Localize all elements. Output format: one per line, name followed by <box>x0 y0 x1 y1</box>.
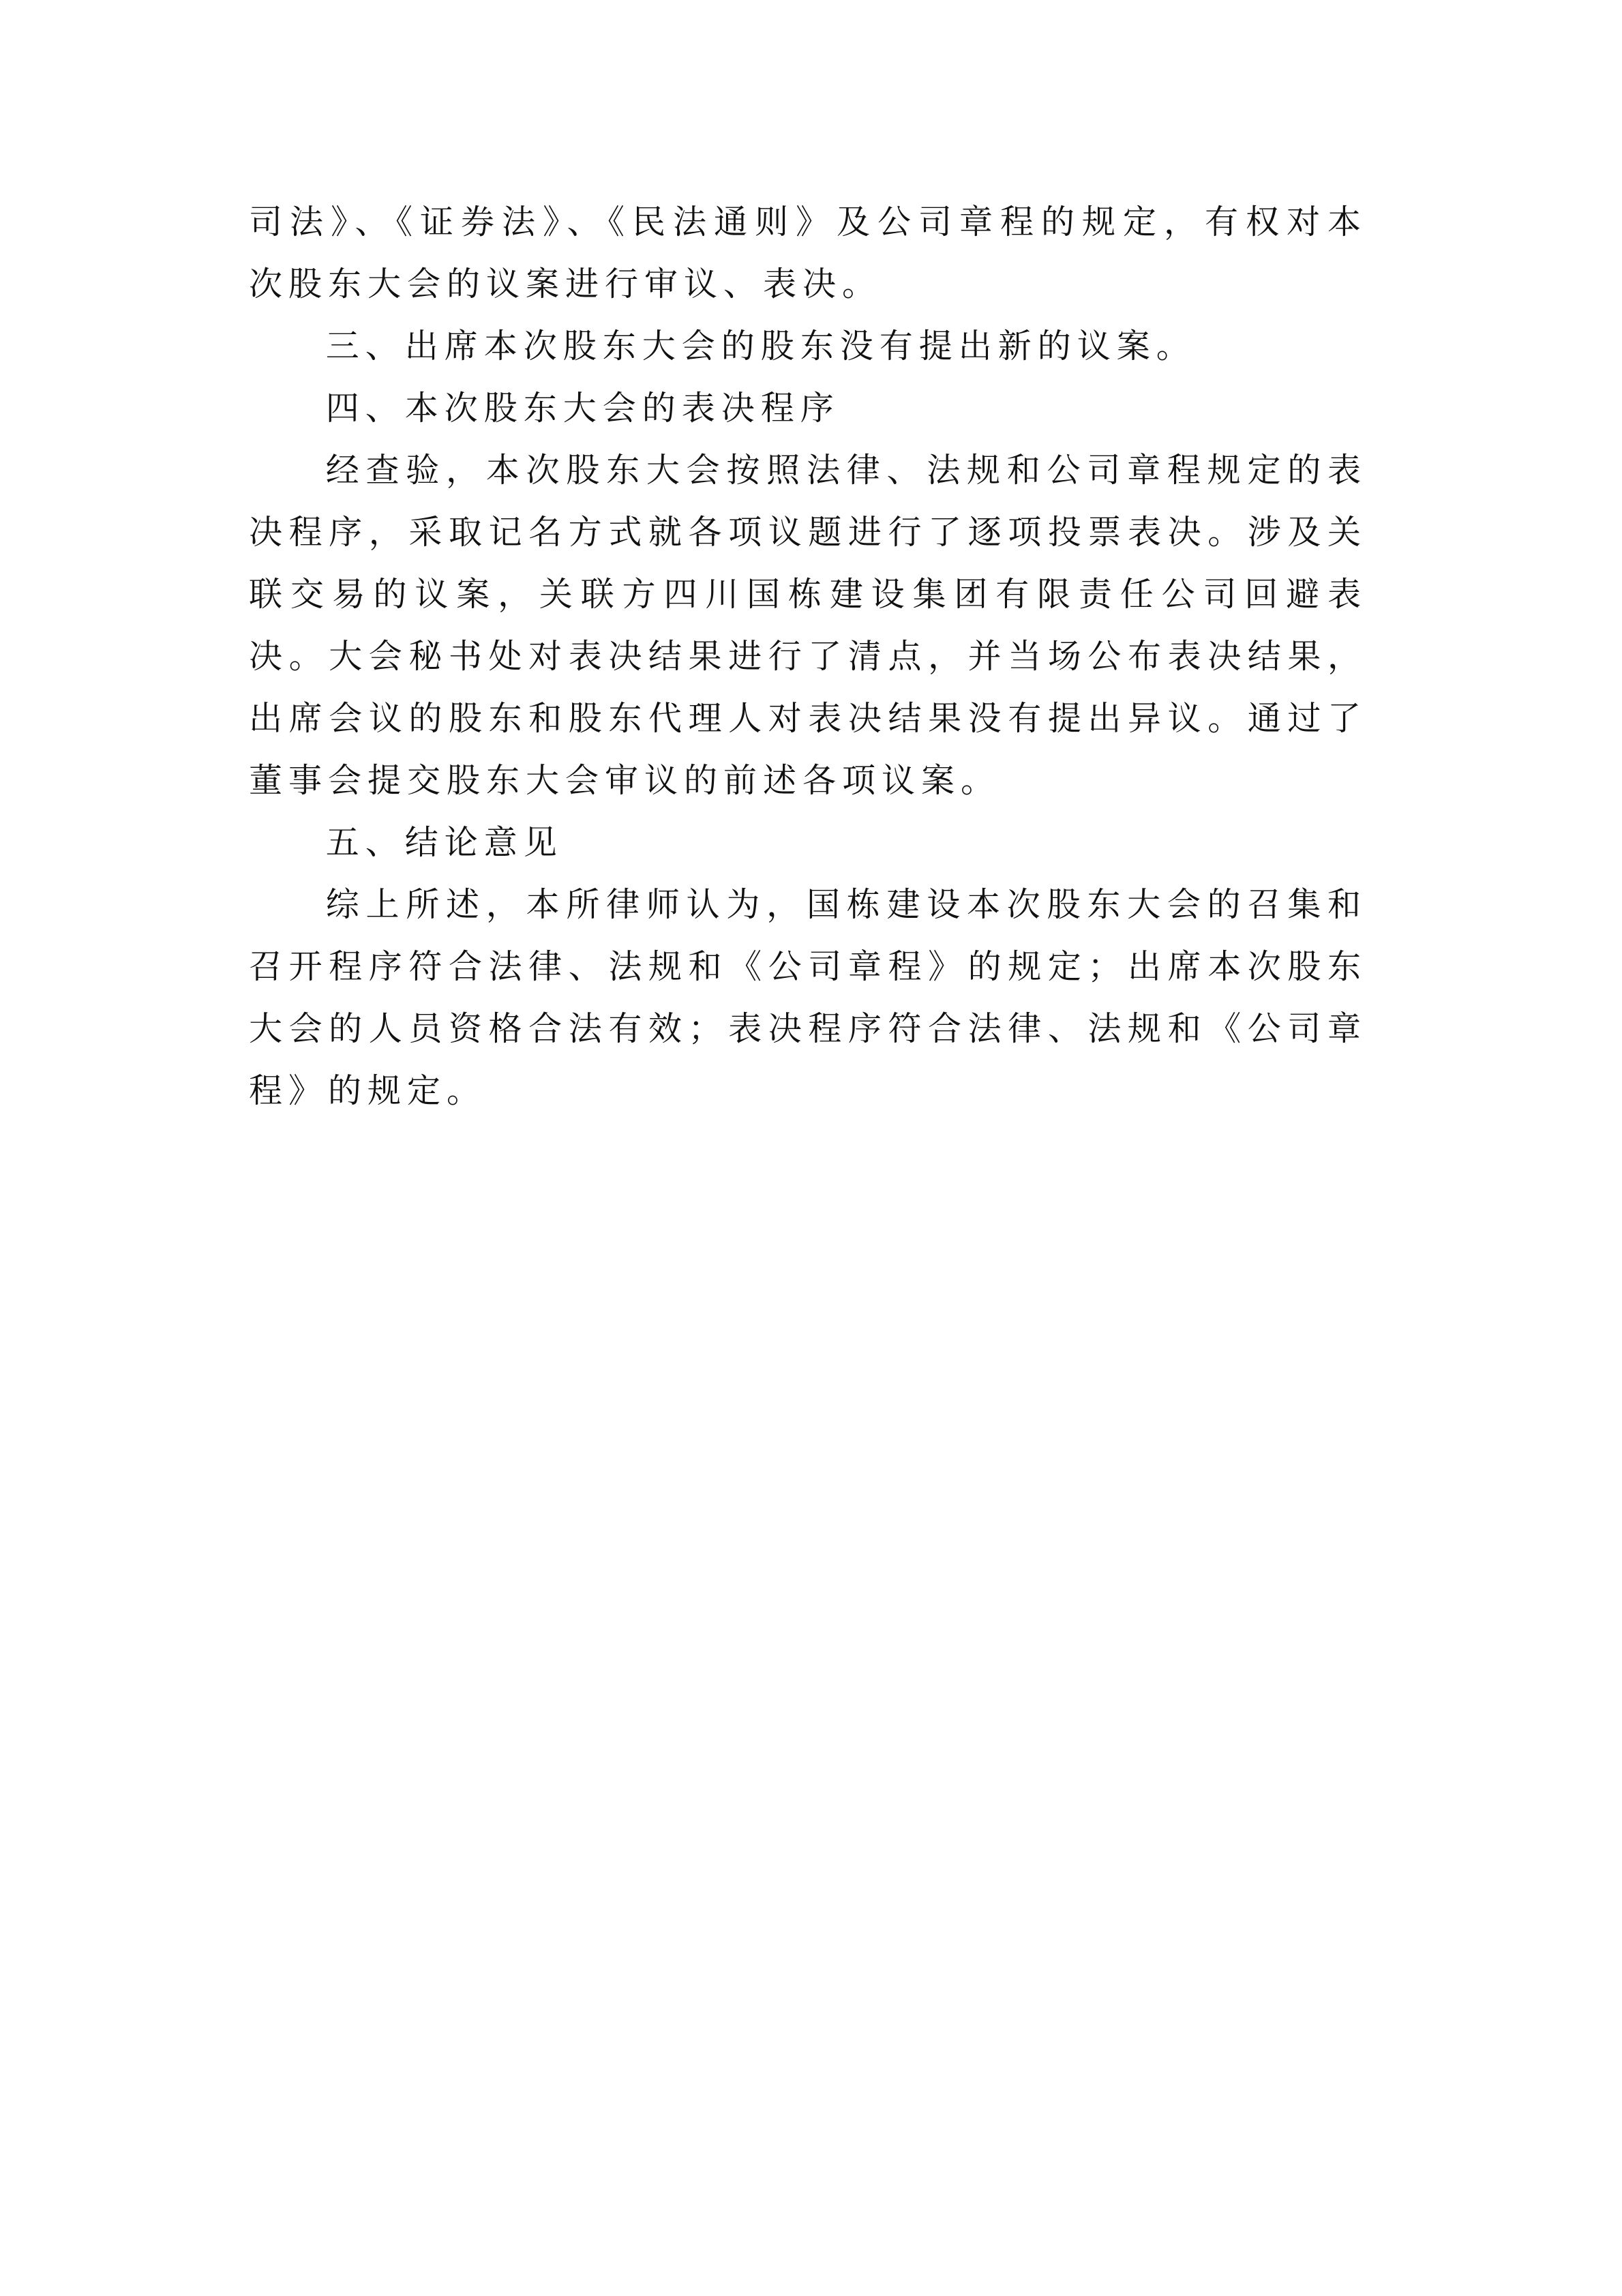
section-three-heading: 三、出席本次股东大会的股东没有提出新的议案。 <box>325 327 1196 366</box>
paragraph-continuation: 司法》、《证券法》、《民法通则》及公司章程的规定，有权对本次股东大会的议案进行审议、表决。 <box>249 203 1367 303</box>
voting-procedure-paragraph: 经查验，本次股东大会按照法律、法规和公司章程规定的表决程序，采取记名方式就各项议题进行了逐项投票表决。涉及关联交易的议案，关联方四川国栋建设集团有限责任公司回避表决。大会秘书处对表决结果进行了清点，并当场公布表决结果，出席会议的股东和股东代理人对表决结果没有提出异议。通过了董事会提交股东大会审议的前述各项议案。 <box>249 451 1367 800</box>
section-five-heading: 五、结论意见 <box>325 823 563 862</box>
document-body <box>249 191 1367 1122</box>
conclusion-paragraph: 综上所述，本所律师认为，国栋建设本次股东大会的召集和召开程序符合法律、法规和《公司章程》的规定；出席本次股东大会的人员资格合法有效；表决程序符合法律、法规和《公司章程》的规定。 <box>249 885 1367 1110</box>
section-four-heading: 四、本次股东大会的表决程序 <box>325 389 840 428</box>
